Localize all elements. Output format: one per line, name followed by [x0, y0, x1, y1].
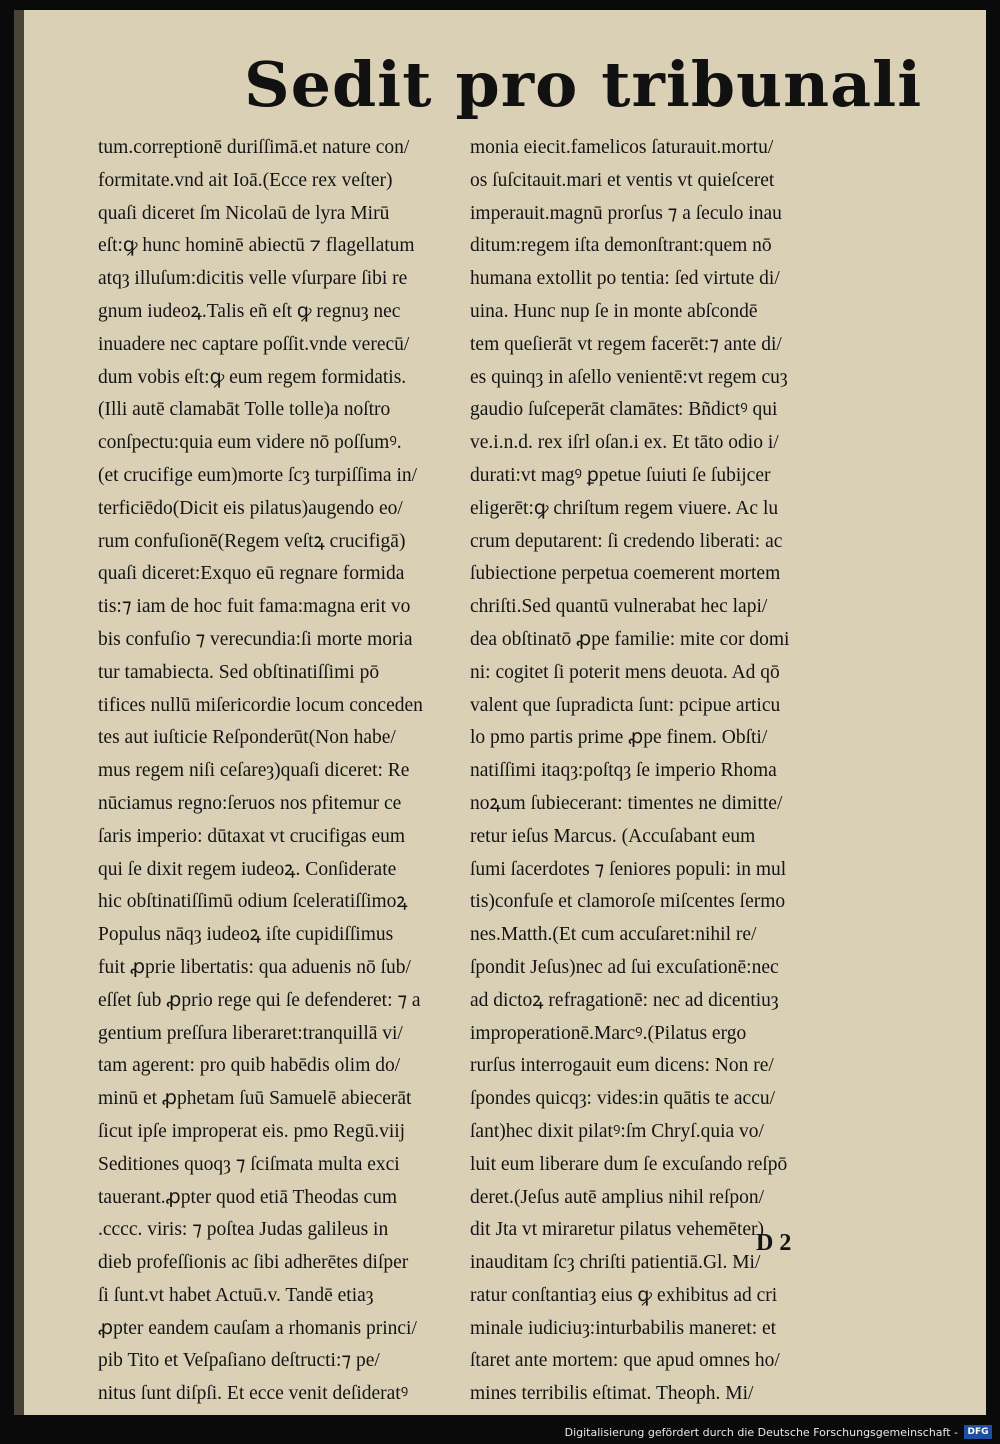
text-line: tum.correptionē duriſſimā.et nature con/ [98, 137, 410, 158]
text-line: Populus nāqȝ iudeoꝝ iſte cupidiſſimus [98, 924, 394, 946]
text-line: eſt:ꝙ hunc hominē abiectū ⁊ flagellatum [98, 235, 415, 257]
text-line: fuit ꝓprie libertatis: qua aduenis nō ſub/ [98, 956, 411, 978]
text-line: formitate.vnd ait Ioā.(Ecce rex veſter) [98, 169, 393, 191]
text-line: es quinqȝ in aſello venientē:vt regem cuȝ [470, 366, 788, 388]
text-line: ſumi ſacerdotes ⁊ ſeniores populi: in mul [470, 858, 787, 880]
text-line: humana extollit po tentia: ſed virtute di/ [470, 268, 780, 290]
text-line: terficiēdo(Dicit eis pilatus)augendo eo/ [98, 497, 403, 519]
text-line: noꝝum ſubiecerant: timentes ne dimitte/ [470, 792, 783, 814]
text-line: ſubiectione perpetua coemerent mortem [470, 563, 781, 585]
text-line: retur ieſus Marcus. (Accuſabant eum [470, 825, 756, 847]
text-line: gentium preſſura liberaret:tranquillā vi/ [98, 1022, 403, 1044]
text-line: uina. Hunc nup ſe in monte abſcondē [470, 300, 758, 322]
text-line: .cccc. viris: ⁊ poſtea Judas galileus in [98, 1219, 389, 1241]
text-line: tauerant.ꝓpter quod etiā Theodas cum [98, 1186, 398, 1208]
text-line: ve.i.n.d. rex iſrl oſan.i ex. Et tāto odio i/ [470, 432, 779, 454]
text-line: gnum iudeoꝝ.Talis eñ eſt ꝙ regnuȝ nec [98, 300, 401, 322]
text-line: imperauit.magnū prorſus ⁊ a ſeculo inau [470, 202, 782, 224]
text-line: valent que ſupradicta ſunt: pcipue articu [470, 694, 781, 716]
text-line: tis)confuſe et clamoroſe miſcentes ſermo [470, 891, 786, 913]
text-line: dea obſtinatō ꝓpe familie: mite cor domi [470, 628, 790, 650]
text-line: tifices nullū miſericordie locum conceden [98, 694, 423, 716]
text-line: minū et ꝓphetam ſuū Samuelē abiecerāt [98, 1088, 412, 1110]
running-head: Sedit pro tribunali [244, 48, 923, 121]
text-line: gaudio ſuſceperāt clamātes: Bñdictꝰ qui [470, 399, 778, 421]
text-line: ſicut ipſe improperat eis. pmo Regū.viij [98, 1120, 406, 1142]
text-line: chriſti.Sed quantū vulnerabat hec lapi/ [470, 596, 768, 618]
text-line: ſpondit Jeſus)nec ad ſui excuſationē:nec [470, 956, 779, 978]
text-line: nes.Matth.(Et cum accuſaret:nihil re/ [470, 924, 757, 946]
text-line: (et crucifige eum)morte ſcȝ turpiſſima in/ [98, 464, 418, 486]
text-line: mines terribilis eſtimat. Theoph. Mi/ [470, 1383, 754, 1405]
text-line: tis:⁊ iam de hoc fuit fama:magna erit vo [98, 596, 411, 618]
text-line: mus regem niſi ceſareȝ)quaſi diceret: Re [98, 760, 410, 782]
text-line: inauditam ſcȝ chriſti patientiā.Gl. Mi/ [470, 1252, 761, 1274]
text-line: tem queſierāt vt regem facerēt:⁊ ante di/ [470, 333, 782, 355]
page-binding-edge [14, 10, 24, 1415]
text-line: quaſi diceret:Exquo eū regnare formida [98, 563, 405, 585]
text-line: rum confuſionē(Regem veſtꝝ crucifigā) [98, 530, 406, 552]
text-line: bis confuſio ⁊ verecundia:ſi morte moria [98, 628, 413, 650]
text-line: ratur conſtantiaȝ eius ꝙ exhibitus ad cri [470, 1284, 778, 1306]
left-column [98, 132, 476, 1415]
signature-mark: D 2 [756, 1230, 792, 1256]
text-line: ſtaret ante mortem: que apud omnes ho/ [470, 1350, 780, 1372]
right-column [470, 132, 848, 1415]
text-line: dit Jta vt miraretur pilatus vehemēter) [470, 1219, 765, 1241]
text-line: ſpondes quicqȝ: vides:in quātis te accu/ [470, 1088, 776, 1110]
text-line: pib Tito et Veſpaſiano deſtructi:⁊ pe/ [98, 1350, 380, 1372]
text-line: lo pmo partis prime ꝓpe finem. Obſti/ [470, 727, 768, 749]
text-line: conſpectu:quia eum videre nō poſſumꝰ. [98, 432, 402, 454]
text-line: Seditiones quoqȝ ⁊ ſciſmata multa exci [98, 1153, 400, 1175]
text-line: qui ſe dixit regem iudeoꝝ. Conſiderate [98, 858, 397, 880]
text-line: os ſuſcitauit.mari et ventis vt quieſceret [470, 169, 775, 191]
text-line: natiſſimi itaqȝ:poſtqȝ ſe imperio Rhoma [470, 760, 777, 782]
text-line: luit eum liberare dum ſe excuſando reſpō [470, 1153, 788, 1175]
text-line: ꝓpter eandem cauſam a rhomanis princi/ [98, 1317, 417, 1339]
text-line: improperationē.Marcꝰ.(Pilatus ergo [470, 1022, 747, 1044]
text-line: tes aut iuſticie Reſponderūt(Non habe/ [98, 727, 396, 749]
text-line: inuadere nec captare poſſit.vnde verecū/ [98, 333, 410, 355]
text-line: ni: cogitet ſi poterit mens deuota. Ad qō [470, 661, 780, 683]
text-line: nitus ſunt diſpſi. Et ecce venit deſideratꝰ [98, 1383, 409, 1405]
text-line: crum deputarent: ſi credendo liberati: ac [470, 530, 783, 552]
text-line: atqȝ illuſum:dicitis velle vſurpare ſibi re [98, 268, 408, 290]
text-line: quaſi diceret ſm Nicolaū de lyra Mirū [98, 202, 390, 224]
text-line: deret.(Jeſus autē amplius nihil reſpon/ [470, 1186, 765, 1208]
text-line: ſaris imperio: dūtaxat vt crucifigas eum [98, 825, 406, 847]
text-line: eligerēt:ꝙ chriſtum regem viuere. Ac lu [470, 497, 779, 519]
text-line: monia eiecit.famelicos ſaturauit.mortu/ [470, 137, 774, 158]
text-line: durati:vt magꝰ ꝑpetue ſuiuti ſe ſubijcer [470, 464, 771, 486]
text-line: ſi ſunt.vt habet Actuū.v. Tandē etiaȝ [98, 1284, 374, 1306]
text-line: rurſus interrogauit eum dicens: Non re/ [470, 1055, 774, 1077]
dfg-logo: DFG [964, 1425, 992, 1439]
text-line: tur tamabiecta. Sed obſtinatiſſimi pō [98, 661, 380, 683]
text-line: minale iudiciuȝ:inturbabilis maneret: et [470, 1317, 777, 1339]
text-line: nūciamus regno:ſeruos nos pfitemur ce [98, 792, 402, 814]
book-page [14, 10, 986, 1415]
text-line: eſſet ſub ꝓprio rege qui ſe defenderet: ⁊ a [98, 989, 421, 1011]
text-line: ad dictoꝝ refragationē: nec ad dicentiuȝ [470, 989, 779, 1011]
text-line: dum vobis eſt:ꝙ eum regem formidatis. [98, 366, 407, 388]
text-line: ditum:regem iſta demonſtrant:quem nō [470, 235, 772, 257]
text-line: (Illi autē clamabāt Tolle tolle)a noſtro [98, 399, 391, 421]
text-line: ſant)hec dixit pilatꝰ:ſm Chryſ.quia vo/ [470, 1120, 764, 1142]
text-line: hic obſtinatiſſimū odium ſceleratiſſimoꝝ [98, 891, 408, 913]
text-line: dieb profeſſionis ac ſibi adherētes diſper [98, 1252, 409, 1274]
text-line: tam agerent: pro quib habēdis olim do/ [98, 1055, 401, 1077]
funding-credit: Digitalisierung gefördert durch die Deutsche Forschungsgemeinschaft - [564, 1426, 958, 1439]
